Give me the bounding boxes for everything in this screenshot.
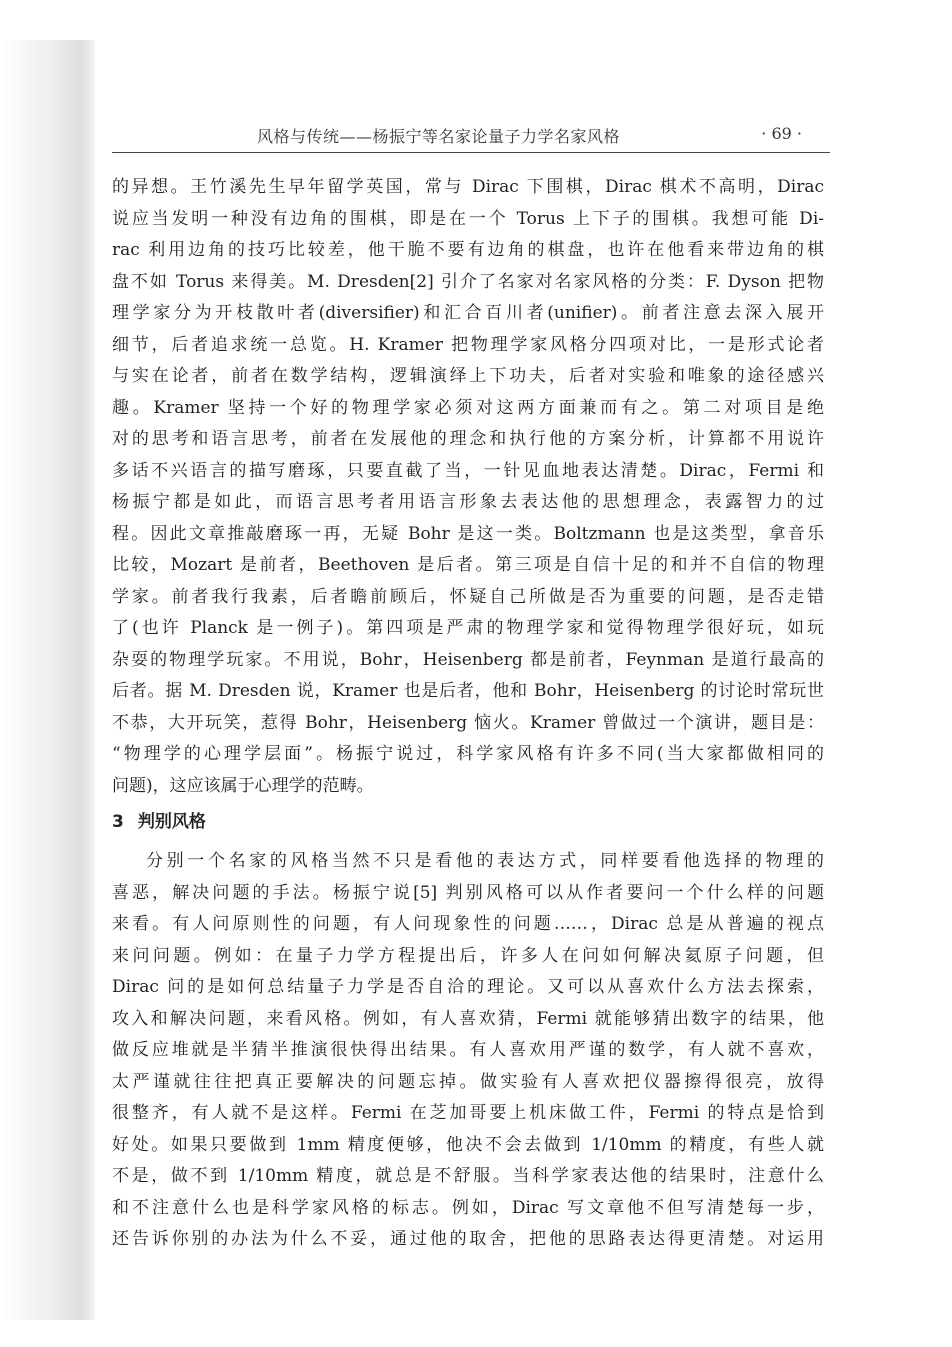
- text-line: 来看。有人问原则性的问题，有人问现象性的问题……，Dirac 总是从普遍的视点: [112, 914, 824, 934]
- text-line: “物理学的心理学层面”。杨振宁说过，科学家风格有许多不同(当大家都做相同的: [112, 744, 824, 764]
- text-line: 细节，后者追求统一总览。H. Kramer 把物理学家风格分四项对比，一是形式论者: [112, 334, 824, 355]
- text-line: 了(也许 Planck 是一例子)。第四项是严肃的物理学家和觉得物理学很好玩，如玩: [112, 618, 824, 638]
- text-line: 的异想。王竹溪先生早年留学英国，常与 Dirac 下围棋，Dirac 棋术不高明，Dirac: [112, 177, 824, 197]
- section-heading: [112, 807, 206, 832]
- text-line: 比较，Mozart 是前者，Beethoven 是后者。第三项是自信十足的和并不自信的物理: [112, 555, 824, 575]
- paragraph-2: [112, 846, 824, 1256]
- text-line: 问题)，这应该属于心理学的范畴。: [112, 775, 374, 796]
- text-line: 和不注意什么也是科学家风格的标志。例如，Dirac 写文章他不但写清楚每一步，: [112, 1197, 824, 1218]
- text-line: 说应当发明一种没有边角的围棋，即是在一个 Torus 上下子的围棋。我想可能 Di-: [112, 208, 824, 229]
- text-line: 对的思考和语言思考，前者在发展他的理念和执行他的方案分析，计算都不用说许: [112, 429, 824, 449]
- section-number: 3: [112, 812, 124, 832]
- section-title: 判别风格: [137, 812, 206, 832]
- text-line: 后者。据 M. Dresden 说，Kramer 也是后者，他和 Bohr，Heisenberg 的讨论时常玩世: [112, 681, 824, 701]
- text-line: 攻入和解决问题，来看风格。例如，有人喜欢猜，Fermi 就能够猜出数字的结果，他: [112, 1008, 824, 1029]
- text-line: 程。因此文章推敲磨琢一再，无疑 Bohr 是这一类。Boltzmann 也是这类型，拿音乐: [112, 523, 824, 544]
- text-line: 做反应堆就是半猜半推演很快得出结果。有人喜欢用严谨的数学，有人就不喜欢，: [112, 1040, 824, 1060]
- text-line: 不恭，大开玩笑，惹得 Bohr，Heisenberg 恼火。Kramer 曾做过一个演讲，题目是：: [112, 712, 824, 733]
- binding-gutter-shadow: [0, 40, 95, 1320]
- text-line: 杨振宁都是如此，而语言思考者用语言形象去表达他的思想理念，表露智力的过: [112, 492, 824, 512]
- text-line: 多话不兴语言的描写磨琢，只要直截了当，一针见血地表达清楚。Dirac，Fermi 和: [112, 460, 824, 481]
- text-line: 不是，做不到 1/10mm 精度，就总是不舒服。当科学家表达他的结果时，注意什么: [112, 1166, 824, 1186]
- text-line: 还告诉你别的办法为什么不妥，通过他的取舍，把他的思路表达得更清楚。对运用: [112, 1229, 824, 1249]
- text-line: 学家。前者我行我素，后者瞻前顾后，怀疑自己所做是否为重要的问题，是否走错: [112, 586, 824, 607]
- text-line: rac 利用边角的技巧比较差，他干脆不要有边角的棋盘，也许在他看来带边角的棋: [112, 240, 824, 260]
- paragraph-1: [112, 172, 824, 802]
- text-line: 理学家分为开枝散叶者(diversifier)和汇合百川者(unifier)。前者注意去深入展开: [112, 303, 824, 323]
- text-line: 分别一个名家的风格当然不只是看他的表达方式，同样要看他选择的物理的: [146, 851, 824, 871]
- text-line: 趣。Kramer 坚持一个好的物理学家必须对这两方面兼而有之。第二对项目是绝: [112, 397, 824, 418]
- text-line: 杂耍的物理学玩家。不用说，Bohr，Heisenberg 都是前者，Feynman 是道行最高的: [112, 649, 824, 670]
- text-line: 喜恶，解决问题的手法。杨振宁说[5] 判别风格可以从作者要问一个什么样的问题: [112, 882, 824, 903]
- text-line: 太严谨就往往把真正要解决的问题忘掉。做实验有人喜欢把仪器擦得很亮，放得: [112, 1071, 824, 1092]
- text-line: 与实在论者，前者在数学结构，逻辑演绎上下功夫，后者对实验和唯象的途径感兴: [112, 366, 824, 386]
- text-line: 来问问题。例如：在量子力学方程提出后，许多人在问如何解决氦原子问题，但: [112, 945, 824, 966]
- running-title: 风格与传统——杨振宁等名家论量子力学名家风格: [257, 127, 621, 146]
- text-line: Dirac 问的是如何总结量子力学是否自洽的理论。又可以从喜欢什么方法去探索，: [112, 977, 824, 997]
- text-line: 盘不如 Torus 来得美。M. Dresden[2] 引介了名家对名家风格的分类：F. Dyson 把物: [112, 271, 824, 292]
- text-line: 很整齐，有人就不是这样。Fermi 在芝加哥要上机床做工件，Fermi 的特点是恰到: [112, 1103, 824, 1123]
- text-line: 好处。如果只要做到 1mm 精度便够，他决不会去做到 1/10mm 的精度，有些人就: [112, 1134, 824, 1155]
- running-header: [112, 122, 830, 153]
- page-number: · 69 ·: [761, 124, 802, 143]
